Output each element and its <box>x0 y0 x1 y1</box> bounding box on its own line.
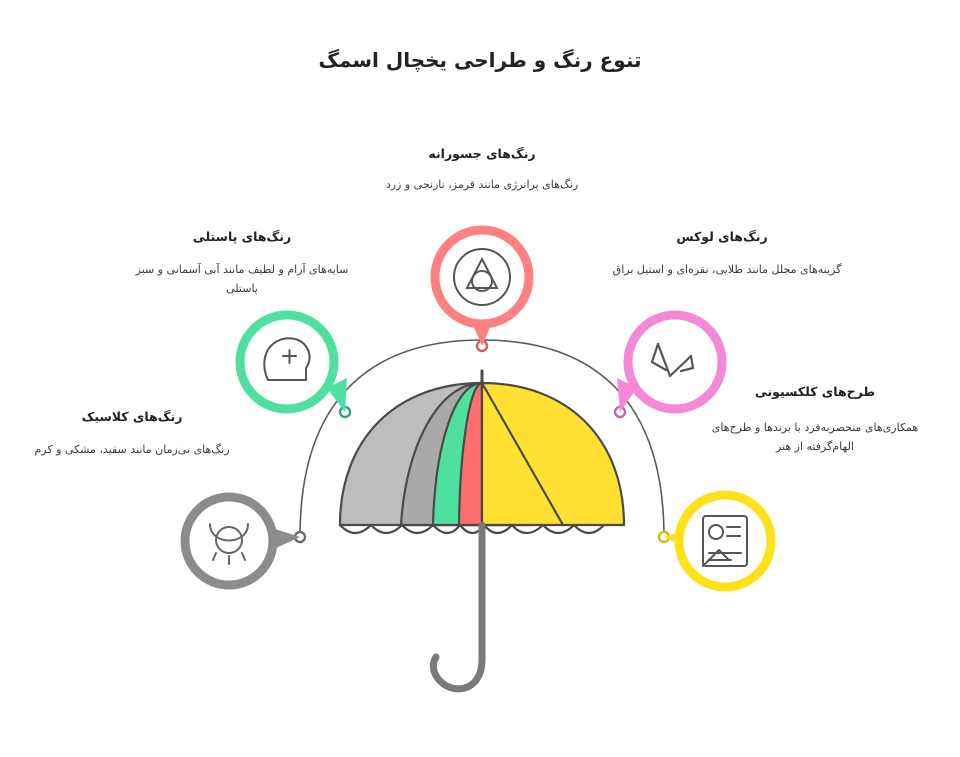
dot-collection <box>659 532 669 542</box>
node-desc-luxury-colors: گزینه‌های مجلل مانند طلایی، نقره‌ای و استیل براق <box>612 263 842 276</box>
dot-bold <box>477 341 487 351</box>
node-label-bold-colors: رنگ‌های جسورانه <box>428 146 536 161</box>
node-desc-collection-designs: همکاری‌های منحصربه‌فرد با برندها و طرح‌های الهام‌گرفته از هنر <box>711 421 919 454</box>
arc-connector-dots <box>295 341 669 542</box>
node-bubble-collection-designs[interactable] <box>664 495 771 587</box>
node-label-collection-designs: طرح‌های کلکسیونی <box>754 384 876 399</box>
dot-classic <box>295 532 305 542</box>
arc-main <box>300 340 664 537</box>
node-label-luxury-colors: رنگ‌های لوکس <box>676 229 768 244</box>
dot-luxury <box>615 407 625 417</box>
node-desc-bold-colors: رنگ‌های پرانرژی مانند قرمز، نارنجی و زرد <box>385 178 579 191</box>
node-label-classic-colors: رنگ‌های کلاسیک <box>81 409 183 424</box>
node-bubble-bold-colors[interactable] <box>435 230 529 346</box>
umbrella-illustration <box>340 371 624 689</box>
dot-pastel <box>340 407 350 417</box>
node-desc-classic-colors: رنگ‌های بی‌زمان مانند سفید، مشکی و کرم <box>34 443 230 456</box>
node-bubble-pastel-colors[interactable] <box>240 315 347 412</box>
node-label-pastel-colors: رنگ‌های پاستلی <box>192 229 292 244</box>
page-title: تنوع رنگ و طراحی یخچال اسمگ <box>318 48 642 72</box>
node-bubble-classic-colors[interactable] <box>185 497 300 585</box>
connector-arcs <box>300 340 664 537</box>
node-desc-pastel-colors: سایه‌های آرام و لطیف مانند آبی آسمانی و سبز پاستلی <box>135 263 349 296</box>
